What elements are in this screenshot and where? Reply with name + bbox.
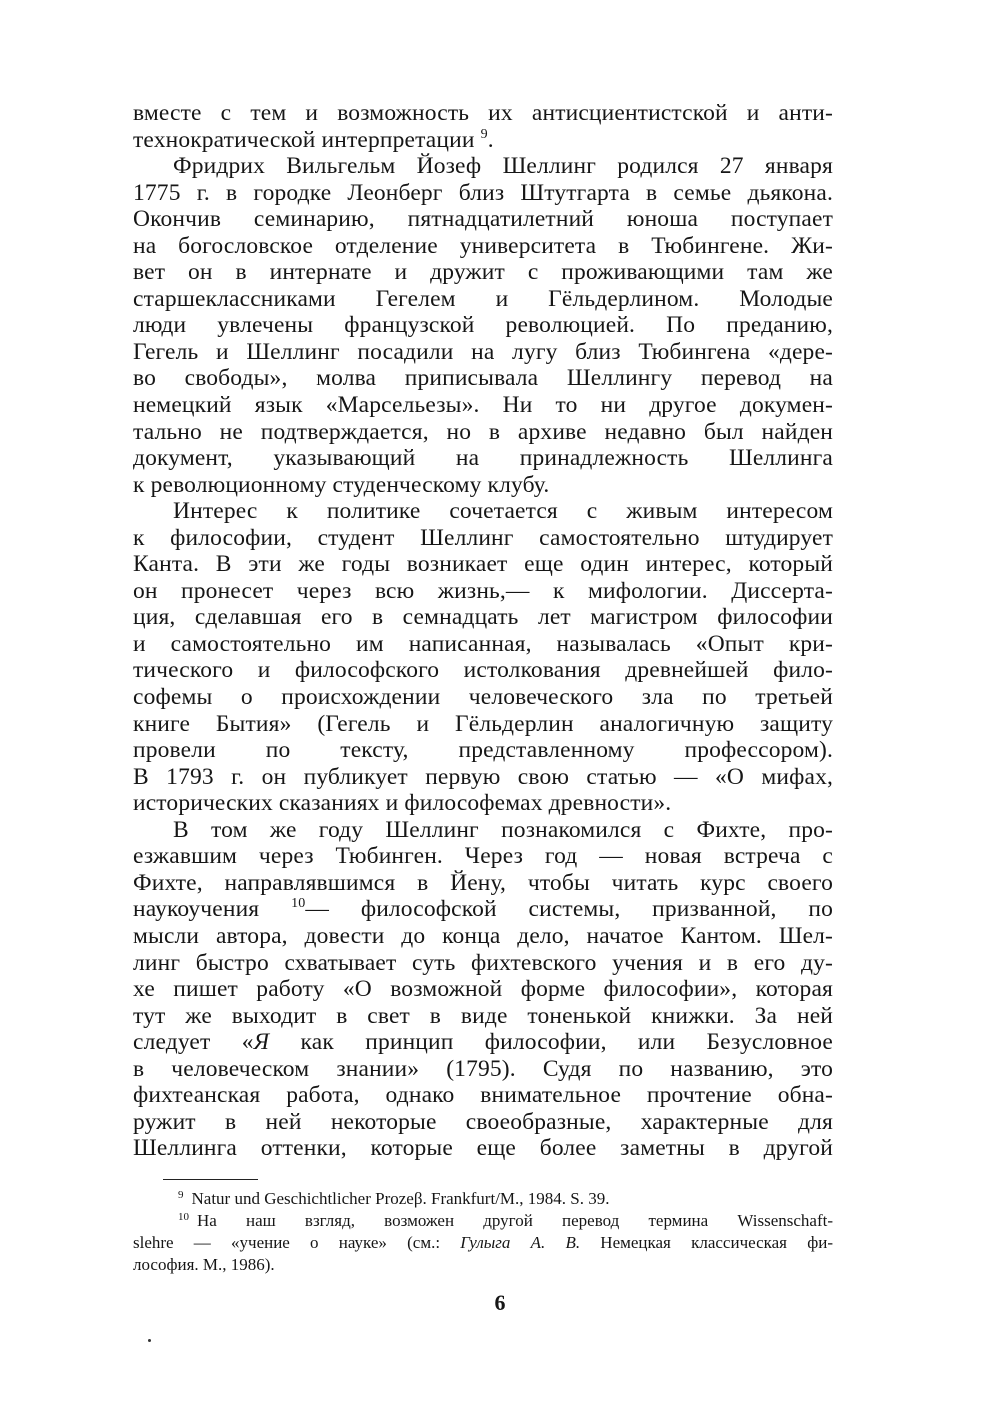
footnote-divider	[163, 1179, 258, 1180]
text-line: езжавшим через Тюбинген. Через год — новая встреча с	[133, 843, 833, 870]
italic-text: Я	[253, 1029, 270, 1056]
footnote-text: Natur und Geschichtlicher Prozeβ. Frankfurt/M., 1984. S. 39.	[191, 1189, 610, 1208]
footnote-line	[133, 1232, 833, 1254]
text-line: тут же выходит в свет в виде тоненькой книжки. За ней	[133, 1002, 833, 1029]
text-fragment: следует «	[133, 1029, 254, 1056]
footnote-number: 10	[178, 1211, 189, 1223]
text-line: к философии, студент Шеллинг самостоятельно штудирует	[133, 524, 833, 551]
footnote-line	[133, 1210, 833, 1232]
text-line: Фридрих Вильгельм Йозеф Шеллинг родился 27 января	[173, 153, 833, 180]
text-line: Шеллинга оттенки, которые еще более заметны в другой	[133, 1135, 833, 1162]
text-line: ружит в ней некоторые своеобразные, характерные для	[133, 1108, 833, 1135]
text-line: к революционному студенческому клубу.	[133, 471, 550, 498]
text-line: исторических сказаниях и философемах древности».	[133, 790, 672, 817]
footnote-number: 9	[178, 1189, 184, 1201]
text-line: в человеческом знании» (1795). Судя по названию, это	[133, 1055, 833, 1082]
paragraph-3	[133, 498, 833, 817]
text-line: Канта. В эти же годы возникает еще один интерес, который	[133, 551, 833, 578]
text-line: Окончив семинарию, пятнадцатилетний юноша поступает	[133, 206, 833, 233]
text-line: В том же году Шеллинг познакомился с Фихте, про-	[173, 816, 833, 843]
page-number: 6	[494, 1290, 506, 1315]
italic-text: Гулыга А. В.	[460, 1233, 581, 1252]
footnote-9	[133, 1188, 833, 1210]
text-line: на богословское отделение университета в Тюбингене. Жи-	[133, 232, 833, 259]
text-line: ция, сделавшая его в семнадцать лет магистром философии	[133, 604, 833, 631]
print-speck	[148, 1339, 151, 1342]
text-line: старшеклассниками Гегелем и Гёльдерлином. Молодые	[133, 285, 833, 312]
footnote-10	[133, 1210, 833, 1276]
footnote-text: На наш взгляд, возможен другой перевод термина Wissenschaft-	[197, 1211, 833, 1230]
text-line: книге Бытия» (Гегель и Гёльдерлин аналогичную защиту	[133, 710, 833, 737]
paragraph-4	[133, 817, 833, 1162]
text-line: люди увлечены французской революцией. По преданию,	[133, 312, 833, 339]
text-line: софемы о происхождении человеческого зла по третьей	[133, 684, 833, 711]
text-line: он пронесет через всю жизнь,— к мифологии. Диссерта-	[133, 577, 833, 604]
text-line	[133, 1029, 833, 1056]
text-line: немецкий язык «Марсельезы». Ни то ни другое докумен-	[133, 392, 833, 419]
text-line: Гегель и Шеллинг посадили на лугу близ Тюбингена «дере-	[133, 338, 833, 365]
text-line: во свободы», молва приписывала Шеллингу перевод на	[133, 365, 833, 392]
footnote-ref-9[interactable]: 9	[480, 126, 488, 142]
text-line: провели по тексту, представленному профессором).	[133, 737, 833, 764]
text-line	[133, 896, 833, 923]
footnote-ref-10[interactable]: 10	[291, 896, 306, 912]
text-line: Интерес к политике сочетается с живым интересом	[173, 498, 833, 525]
text-line: хе пишет работу «О возможной форме философии», которая	[133, 976, 833, 1003]
text-fragment: — философской системы, призванной, по	[305, 896, 833, 923]
text-line	[133, 127, 833, 154]
text-line: тического и философского истолкования древнейшей фило-	[133, 657, 833, 684]
text-fragment: как принцип философии, или Безусловное	[269, 1029, 833, 1056]
footnotes	[133, 1188, 833, 1276]
footnote-line	[133, 1188, 833, 1210]
text-line: В 1793 г. он публикует первую свою статью — «О мифах,	[133, 763, 833, 790]
text-line: вместе с тем и возможность их антисциентистской и анти-	[133, 100, 833, 126]
text-fragment: технократической интерпретации	[133, 126, 475, 153]
text-line: 1775 г. в городке Леонберг близ Штутгарта в семье дьякона.	[133, 179, 833, 206]
page-body	[133, 100, 833, 1162]
text-line: фихтеанская работа, однако внимательное прочтение обна-	[133, 1082, 833, 1109]
footnote-text: Немецкая классическая фи-	[580, 1233, 833, 1252]
text-fragment: наукоучения	[133, 896, 260, 923]
text-fragment: .	[487, 126, 494, 153]
text-line: линг быстро схватывает суть фихтевского учения и в его ду-	[133, 949, 833, 976]
paragraph-1	[133, 100, 833, 153]
footnote-text: slehre — «учение о науке» (см.:	[133, 1233, 461, 1252]
text-line: мысли автора, довести до конца дело, начатое Кантом. Шел-	[133, 922, 833, 949]
footnote-line: лософия. М., 1986).	[133, 1255, 275, 1274]
text-line: документ, указывающий на принадлежность Шеллинга	[133, 445, 833, 472]
text-line: и самостоятельно им написанная, называлась «Опыт кри-	[133, 630, 833, 657]
paragraph-2	[133, 153, 833, 498]
text-line: тально не подтверждается, но в архиве недавно был найден	[133, 418, 833, 445]
text-line: Фихте, направлявшимся в Йену, чтобы читать курс своего	[133, 869, 833, 896]
text-line: вет он в интернате и дружит с проживающими там же	[133, 259, 833, 286]
